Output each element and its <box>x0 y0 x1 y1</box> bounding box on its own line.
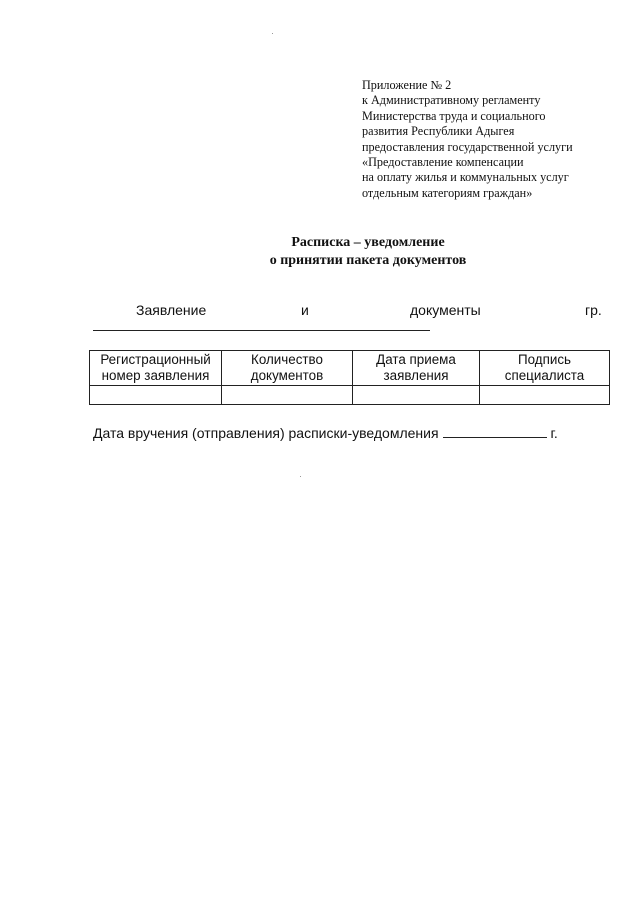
appendix-line: Приложение № 2 <box>362 78 452 92</box>
cell-receipt-date <box>353 386 480 405</box>
delivery-date-blank <box>443 425 547 438</box>
header-specialist-signature: Подпись специалиста <box>480 351 610 386</box>
scan-speck <box>300 476 301 477</box>
document-title <box>0 234 640 270</box>
table-row <box>90 386 610 405</box>
statement-word-citizen: гр. <box>585 302 602 318</box>
appendix-line: «Предоставление компенсации <box>362 155 524 170</box>
statement-word-documents: документы <box>410 302 481 318</box>
appendix-line: Министерства труда и социального <box>362 108 546 123</box>
delivery-date-label: Дата вручения (отправления) расписки-уведомления <box>93 425 439 441</box>
delivery-year-suffix: г. <box>550 425 558 441</box>
cell-document-count <box>222 386 353 405</box>
title-line-1: Расписка – уведомление <box>291 235 445 250</box>
statement-word-application: Заявление <box>136 302 207 318</box>
title-line-2: о принятии пакета документов <box>269 253 467 268</box>
appendix-block <box>362 78 573 201</box>
cell-specialist-signature <box>480 386 610 405</box>
header-receipt-date: Дата приема заявления <box>353 351 480 386</box>
statement-word-and: и <box>301 302 309 318</box>
delivery-date-line <box>93 424 558 442</box>
appendix-line: к Административному регламенту <box>362 93 541 108</box>
citizen-name-blank-line <box>93 330 430 331</box>
header-document-count: Количество документов <box>222 351 353 386</box>
appendix-line: развития Республики Адыгея <box>362 124 515 139</box>
cell-registration-number <box>90 386 222 405</box>
registration-table <box>89 350 610 405</box>
appendix-line: отдельным категориям граждан» <box>362 185 533 200</box>
appendix-line: предоставления государственной услуги <box>362 139 573 154</box>
appendix-line: на оплату жилья и коммунальных услуг <box>362 170 569 185</box>
header-registration-number: Регистрационный номер заявления <box>90 351 222 386</box>
scan-speck <box>272 33 273 34</box>
table-header-row <box>90 351 610 386</box>
